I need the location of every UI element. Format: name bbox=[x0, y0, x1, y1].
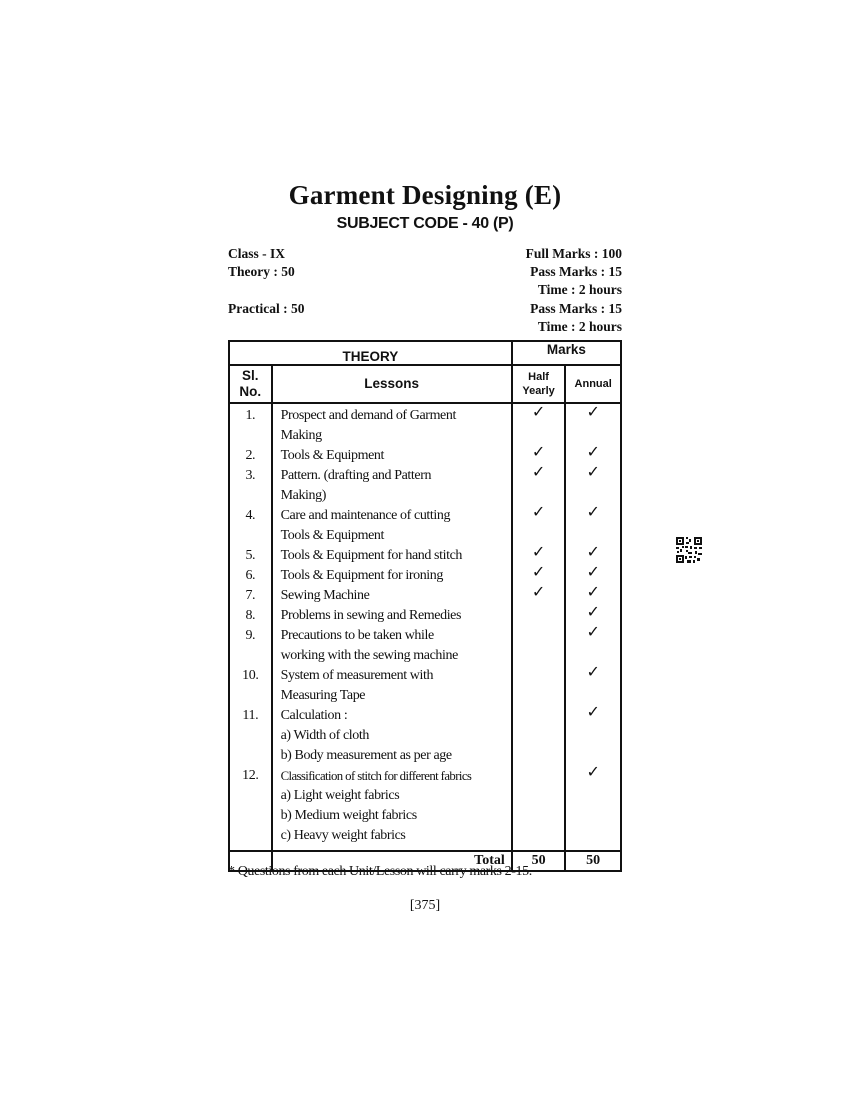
check-spacer bbox=[513, 744, 565, 764]
check-spacer bbox=[513, 624, 565, 644]
check-spacer bbox=[566, 524, 620, 544]
lesson-line: Tools & Equipment for ironing bbox=[280, 568, 443, 583]
lesson-line: Sewing Machine bbox=[280, 588, 370, 603]
lesson-line: Pattern. (drafting and Pattern bbox=[280, 468, 432, 483]
sl-spacer bbox=[230, 746, 271, 766]
sl-header-line2: No. bbox=[239, 384, 262, 399]
annual-column bbox=[565, 403, 621, 851]
theory-label: Theory : 50 bbox=[228, 264, 295, 279]
sl-number: 7. bbox=[245, 588, 256, 603]
half-yearly-check-icon: ✓ bbox=[531, 544, 546, 561]
half-yearly-check-icon: ✓ bbox=[531, 404, 546, 421]
half-yearly-line2: Yearly bbox=[522, 385, 555, 397]
lesson-line: Care and maintenance of cutting bbox=[280, 508, 451, 523]
annual-check-icon: ✓ bbox=[586, 584, 600, 601]
sl-number: 5. bbox=[245, 548, 256, 563]
check-spacer bbox=[566, 684, 620, 704]
check-spacer bbox=[513, 824, 565, 844]
sl-spacer bbox=[230, 826, 271, 846]
annual-check-icon: ✓ bbox=[586, 764, 600, 781]
subject-code: SUBJECT CODE - 40 (P) bbox=[336, 215, 514, 232]
check-spacer bbox=[513, 704, 565, 724]
padding bbox=[230, 846, 271, 850]
annual-check-icon: ✓ bbox=[586, 624, 600, 641]
sl-number: 10. bbox=[242, 668, 259, 683]
half-yearly-check-icon: ✓ bbox=[531, 504, 546, 521]
check-spacer bbox=[513, 784, 565, 804]
lesson-line: b) Body measurement as per age bbox=[280, 748, 452, 763]
lesson-line: Tools & Equipment bbox=[280, 528, 385, 543]
check-spacer bbox=[566, 484, 620, 504]
check-spacer bbox=[513, 764, 565, 784]
sl-spacer bbox=[230, 526, 271, 546]
page-number: [375] bbox=[409, 898, 441, 913]
check-spacer bbox=[566, 424, 620, 444]
pass-marks-practical: Pass Marks : 15 bbox=[530, 301, 622, 316]
half-yearly-check-icon: ✓ bbox=[531, 564, 546, 581]
sl-number: 4. bbox=[245, 508, 256, 523]
full-marks: Full Marks : 100 bbox=[525, 246, 622, 261]
total-half-yearly: 50 bbox=[512, 851, 566, 871]
annual-check-icon: ✓ bbox=[586, 464, 600, 481]
half-yearly-line1: Half bbox=[528, 371, 549, 383]
check-spacer bbox=[513, 724, 565, 744]
lessons-column bbox=[272, 403, 512, 851]
total-label: Total bbox=[272, 851, 512, 871]
lessons-header: Lessons bbox=[272, 365, 512, 403]
document-title: Garment Designing (E) bbox=[288, 180, 562, 210]
check-spacer bbox=[513, 684, 565, 704]
sl-number: 12. bbox=[242, 768, 259, 783]
sl-spacer bbox=[230, 646, 271, 666]
lesson-line: Tools & Equipment for hand stitch bbox=[280, 548, 462, 563]
check-spacer bbox=[566, 824, 620, 844]
syllabus-table bbox=[228, 340, 622, 872]
lesson-line: c) Heavy weight fabrics bbox=[280, 828, 406, 843]
padding bbox=[281, 846, 507, 850]
theory-header: THEORY bbox=[229, 341, 512, 365]
check-spacer bbox=[513, 484, 565, 504]
annual-header: Annual bbox=[565, 365, 621, 403]
check-spacer bbox=[513, 604, 565, 624]
sl-spacer bbox=[230, 426, 271, 446]
lesson-line: b) Medium weight fabrics bbox=[280, 808, 417, 823]
sl-number: 6. bbox=[245, 568, 256, 583]
annual-check-icon: ✓ bbox=[586, 504, 600, 521]
class-label: Class - IX bbox=[228, 246, 286, 261]
half-yearly-check-icon: ✓ bbox=[531, 444, 546, 461]
time-theory: Time : 2 hours bbox=[537, 282, 622, 297]
check-spacer bbox=[566, 744, 620, 764]
annual-check-icon: ✓ bbox=[586, 544, 600, 561]
lesson-line: a) Width of cloth bbox=[280, 728, 369, 743]
half-yearly-header bbox=[512, 365, 566, 403]
sl-number-column bbox=[229, 403, 272, 851]
lesson-line: Precautions to be taken while bbox=[280, 628, 434, 643]
lesson-line: a) Light weight fabrics bbox=[280, 788, 400, 803]
sl-no-header bbox=[229, 365, 272, 403]
total-annual: 50 bbox=[565, 851, 621, 871]
practical-label: Practical : 50 bbox=[228, 301, 305, 316]
lesson-line: System of measurement with bbox=[280, 668, 434, 683]
sl-spacer bbox=[230, 686, 271, 706]
sl-spacer bbox=[230, 726, 271, 746]
lesson-line: Classification of stitch for different fabrics bbox=[280, 769, 472, 783]
sl-number: 2. bbox=[245, 448, 256, 463]
sl-number: 9. bbox=[245, 628, 256, 643]
check-spacer bbox=[566, 784, 620, 804]
annual-check-icon: ✓ bbox=[586, 604, 600, 621]
lesson-line: Problems in sewing and Remedies bbox=[280, 608, 462, 623]
check-spacer bbox=[513, 664, 565, 684]
check-spacer bbox=[566, 724, 620, 744]
half-yearly-check-icon: ✓ bbox=[531, 464, 546, 481]
annual-check-icon: ✓ bbox=[586, 704, 600, 721]
pass-marks-theory: Pass Marks : 15 bbox=[530, 264, 622, 279]
sl-spacer bbox=[230, 806, 271, 826]
lesson-line: Tools & Equipment bbox=[280, 448, 385, 463]
sl-spacer bbox=[230, 486, 271, 506]
sl-spacer bbox=[230, 786, 271, 806]
check-spacer bbox=[513, 424, 565, 444]
annual-check-icon: ✓ bbox=[586, 564, 600, 581]
lesson-line: Calculation : bbox=[280, 708, 348, 723]
check-spacer bbox=[513, 524, 565, 544]
sl-number: 3. bbox=[245, 468, 256, 483]
lesson-line: Measuring Tape bbox=[280, 688, 366, 703]
lesson-line: Making bbox=[280, 428, 322, 443]
check-spacer bbox=[513, 644, 565, 664]
sl-number: 11. bbox=[242, 708, 259, 723]
annual-check-icon: ✓ bbox=[586, 664, 600, 681]
annual-check-icon: ✓ bbox=[586, 444, 600, 461]
lesson-line: Prospect and demand of Garment bbox=[280, 408, 456, 423]
padding bbox=[566, 844, 620, 848]
marks-header: Marks bbox=[512, 341, 621, 365]
time-practical: Time : 2 hours bbox=[537, 319, 622, 334]
qr-code-icon bbox=[676, 537, 702, 563]
sl-number: 8. bbox=[245, 608, 256, 623]
sl-number: 1. bbox=[245, 408, 256, 423]
check-spacer bbox=[566, 804, 620, 824]
half-yearly-check-icon: ✓ bbox=[531, 584, 546, 601]
check-spacer bbox=[566, 644, 620, 664]
padding bbox=[513, 844, 565, 848]
annual-check-icon: ✓ bbox=[586, 404, 600, 421]
lesson-line: Making) bbox=[280, 488, 326, 503]
footnote: * Questions from each Unit/Lesson will carry marks 2-15. bbox=[228, 864, 532, 879]
lesson-line: working with the sewing machine bbox=[280, 648, 458, 663]
check-spacer bbox=[513, 804, 565, 824]
sl-header-line1: Sl. bbox=[242, 368, 259, 383]
half-yearly-column bbox=[512, 403, 566, 851]
